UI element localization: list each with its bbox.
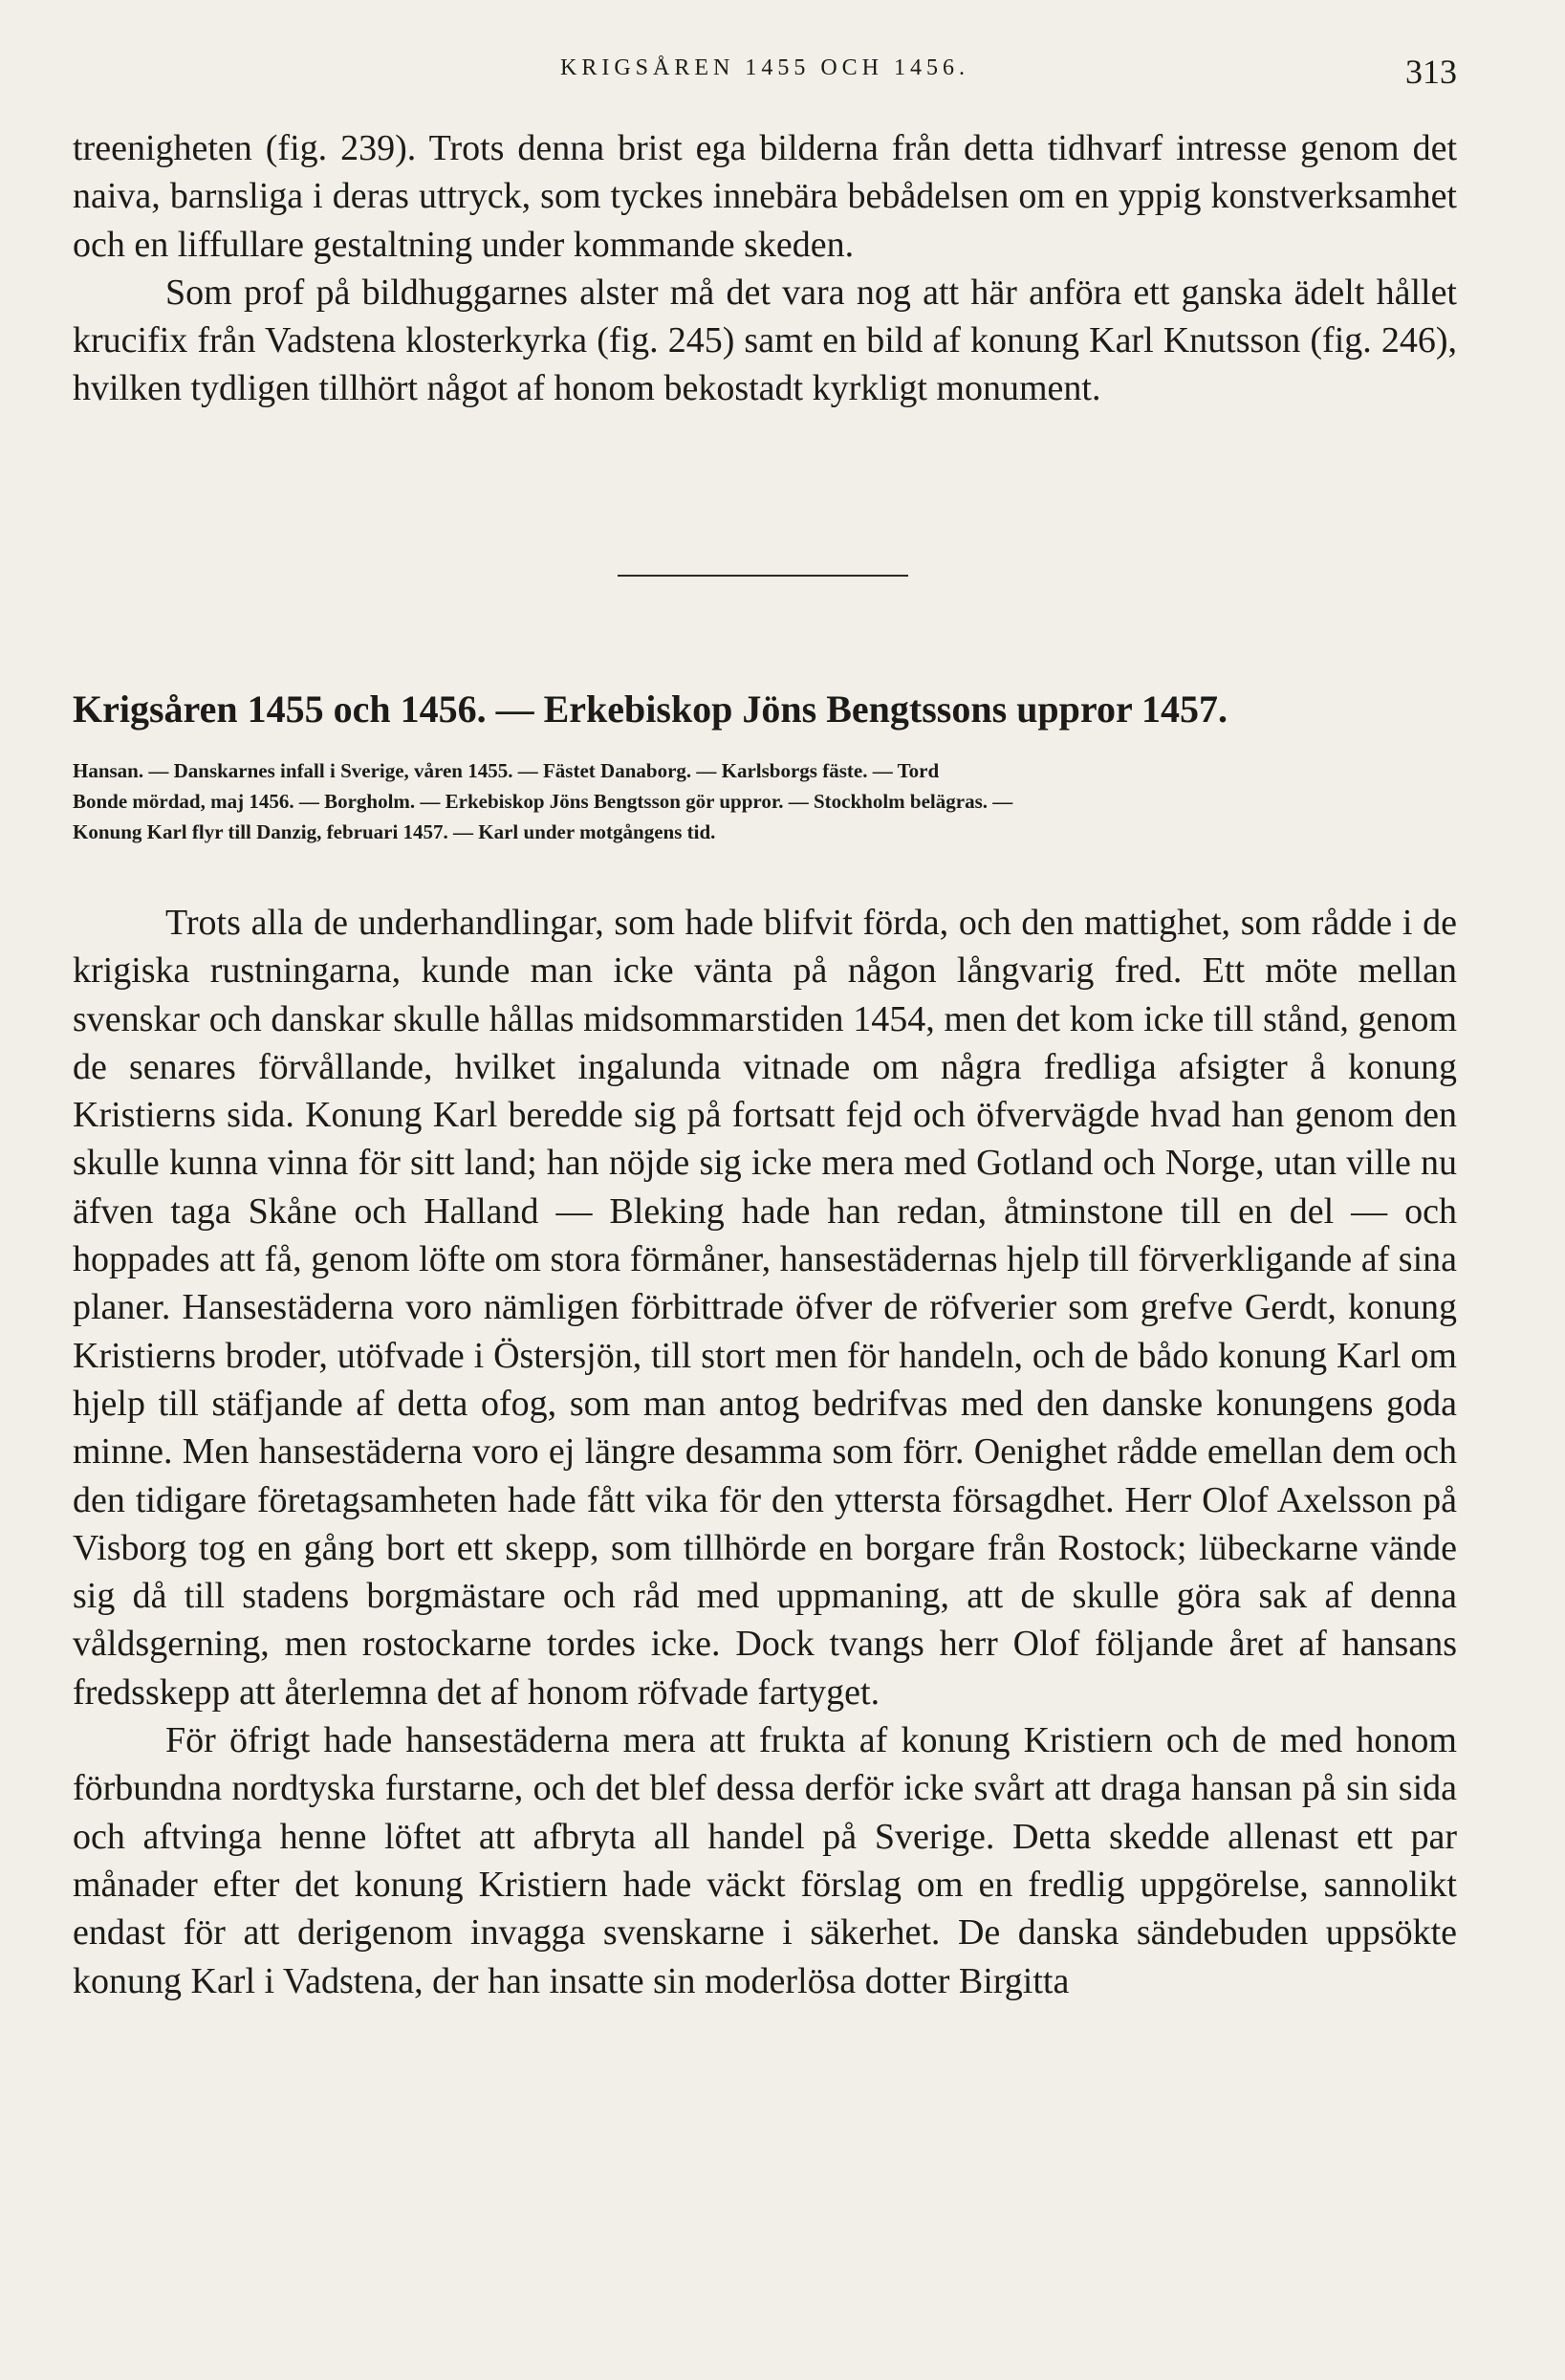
intro-paragraph-2: Som prof på bildhuggarnes alster må det vara nog att här anföra ett ganska ädelt hållet krucifix från Vadstena klosterkyrka (fig. 245) samt en bild af konung Karl Knutsson (fig. 246), hvilken tydligen tillhört något af honom bekostadt kyrkligt monument. bbox=[73, 272, 1457, 409]
section-divider bbox=[618, 575, 908, 577]
body-paragraph-2: För öfrigt hade hansestäderna mera att frukta af konung Kristiern och de med honom förbundna nordtyska furstarne, och det blef dessa derför icke svårt att draga hansan på sin sida och aftvinga henne löftet att afbryta all handel på Sverige. Detta skedde allenast ett par månader efter det konung Kristiern hade väckt förslag om en fredlig uppgörelse, sannolikt endast för att derigenom invagga svenskarne i säkerhet. De danska sändebuden uppsökte konung Karl i Vadstena, der han insatte sin moderlösa dotter Birgitta bbox=[73, 1720, 1457, 2001]
body-paragraph-1: Trots alla de underhandlingar, som hade blifvit förda, och den mattighet, som rådde i de krigiska rustningarna, kunde man icke vänta på någon långvarig fred. Ett möte mellan svenskar och danskar skulle hållas midsommarstiden 1454, men det kom icke till stånd, genom de senares förvållande, hvilket ingalunda vitnade om några fredliga afsigter å konung Kristierns sida. Konung Karl beredde sig på fortsatt fejd och öfvervägde hvad han genom den skulle kunna vinna för sitt land; han nöjde sig icke mera med Gotland och Norge, utan ville nu äfven taga Skåne och Halland — Bleking hade han redan, åtminstone till en del — och hoppades att få, genom löfte om stora förmåner, hansestädernas hjelp till förverkligande af sina planer. Hansestäderna voro nämligen förbittrade öfver de röfverier som grefve Gerdt, konung Kristierns broder, utöfvade i Östersjön, till stort men för handeln, och de bådo konung Karl om hjelp till stäfjande af detta ofog, som man antog bedrifvas med den danske konungens goda minne. Men hansestäderna voro ej längre desamma som förr. Oenighet rådde emellan dem och den tidigare företagsamheten hade fått vika för den yttersta försagdhet. Herr Olof Axelsson på Visborg tog en gång bort ett skepp, som tillhörde en borgare från Rostock; lübeckarne vände sig då till stadens borgmästare och råd med uppmaning, att de skulle göra sak af denna våldsgerning, men rostockarne tordes icke. Dock tvangs herr Olof följande året af hansans fredsskepp att återlemna det af honom röfvade fartyget. bbox=[73, 903, 1457, 1713]
intro-paragraph-1: treenigheten (fig. 239). Trots denna brist ega bilderna från detta tidhvarf intresse genom det naiva, barnsliga i deras uttryck, som tyckes innebära bebådelsen om en yppig konstverksamhet och en liffullare gestaltning under kommande skeden. bbox=[73, 128, 1457, 265]
chapter-summary-line: Konung Karl flyr till Danzig, februari 1457. — Karl under motgångens tid. bbox=[73, 820, 716, 843]
page-number: 313 bbox=[1405, 53, 1457, 91]
intro-text bbox=[73, 124, 1457, 413]
running-head bbox=[73, 54, 1457, 92]
body-text bbox=[73, 899, 1457, 2005]
chapter-summary-line: Hansan. — Danskarnes infall i Sverige, våren 1455. — Fästet Danaborg. — Karlsborgs fäste. — Tord bbox=[73, 759, 940, 782]
chapter-summary bbox=[73, 755, 1457, 847]
chapter-summary-line: Bonde mördad, maj 1456. — Borgholm. — Erkebiskop Jöns Bengtsson gör uppror. — Stockholm belägras. — bbox=[73, 790, 1013, 813]
chapter-title: Krigsåren 1455 och 1456. — Erkebiskop Jöns Bengtssons uppror 1457. bbox=[73, 688, 1228, 731]
book-page bbox=[73, 0, 1457, 2380]
running-title: KRIGSÅREN 1455 OCH 1456. bbox=[559, 55, 969, 80]
